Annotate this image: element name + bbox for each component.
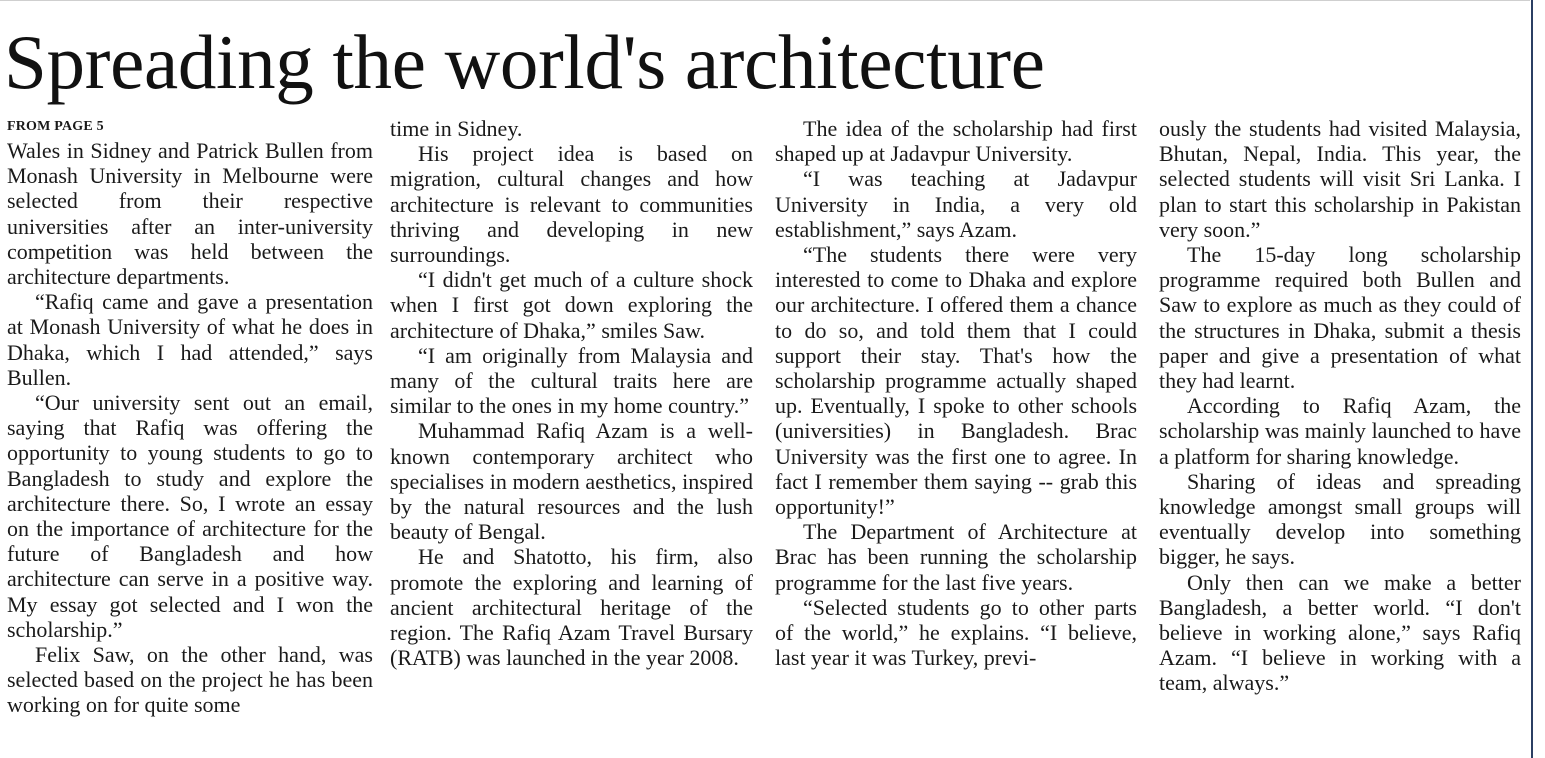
article-column-2 (390, 116, 753, 756)
paragraph: Felix Saw, on the other hand, was selected based on the project he has been working on for quite some (7, 642, 373, 718)
paragraph: Only then can we make a better Bangladesh, a better world. “I don't believe in working alone,” says Rafiq Azam. “I believe in working with a team, always.” (1159, 569, 1521, 696)
paragraph: “The students there were very interested to come to Dhaka and explore our architecture. I offered them a chance to do so, and told them that I could support their stay. That's how the scholarship programme actually shaped up. Eventually, I spoke to other schools (universities) in Bangladesh. Brac University was the first one to agree. In fact I remember them saying -- grab this opportunity!” (775, 242, 1137, 520)
paragraph: The idea of the scholarship had first shaped up at Jadavpur University. (775, 116, 1137, 167)
top-rule (0, 0, 1530, 4)
paragraph: Muhammad Rafiq Azam is a well-known contemporary architect who specialises in modern aesthetics, inspired by the natural resources and the lush beauty of Bengal. (390, 418, 753, 545)
paragraph: time in Sidney. (390, 116, 523, 141)
article-column-3 (775, 116, 1137, 756)
paragraph: According to Rafiq Azam, the scholarship was mainly launched to have a platform for sharing knowledge. (1159, 393, 1521, 469)
paragraph: “I didn't get much of a culture shock when I first got down exploring the architecture of Dhaka,” smiles Saw. (390, 267, 753, 343)
paragraph: “Rafiq came and gave a presentation at Monash University of what he does in Dhaka, which I had attended,” says Bullen. (7, 289, 373, 390)
paragraph: “Selected students go to other parts of the world,” he explains. “I believe, last year it was Turkey, previ- (775, 594, 1137, 671)
paragraph: “I am originally from Malaysia and many of the cultural traits here are similar to the ones in my home country.” (390, 342, 753, 419)
paragraph: Wales in Sidney and Patrick Bullen from Monash University in Melbourne were selected from their respective universities after an inter-university competition was held between the architecture departments. (7, 138, 373, 290)
paragraph: “I was teaching at Jadavpur University in India, a very old establishment,” says Azam. (775, 166, 1137, 242)
paragraph: “Our university sent out an email, saying that Rafiq was offering the opportunity to young students to go to Bangladesh to study and explore the architecture there. So, I wrote an essay on the importance of architecture for the future of Bangladesh and how architecture can serve in a positive way. My essay got selected and I won the scholarship.” (7, 390, 373, 642)
paragraph: His project idea is based on migration, cultural changes and how architecture is relevant to communities thriving and developing in new surroundings. (390, 141, 753, 268)
paragraph: ously the students had visited Malaysia, Bhutan, Nepal, India. This year, the selected students will visit Sri Lanka. I plan to start this scholarship in Pakistan very soon.” (1159, 116, 1521, 242)
paragraph: He and Shatotto, his firm, also promote the exploring and learning of ancient architectural heritage of the region. The Rafiq Azam Travel Bursary (RATB) was launched in the year 2008. (390, 544, 753, 671)
article-column-4 (1159, 116, 1521, 756)
paragraph: The 15-day long scholarship programme required both Bullen and Saw to explore as much as they could of the structures in Dhaka, submit a thesis paper and give a presentation of what they had learnt. (1159, 242, 1521, 394)
continued-from-kicker: FROM PAGE 5 (7, 119, 104, 134)
article-column-1 (7, 116, 373, 756)
article-headline: Spreading the world's architecture (4, 19, 1045, 105)
paragraph: Sharing of ideas and spreading knowledge amongst small groups will eventually develop into something bigger, he says. (1159, 468, 1521, 570)
page-edge-rule (1531, 0, 1533, 758)
paragraph: The Department of Architecture at Brac has been running the scholarship programme for the last five years. (775, 519, 1137, 595)
